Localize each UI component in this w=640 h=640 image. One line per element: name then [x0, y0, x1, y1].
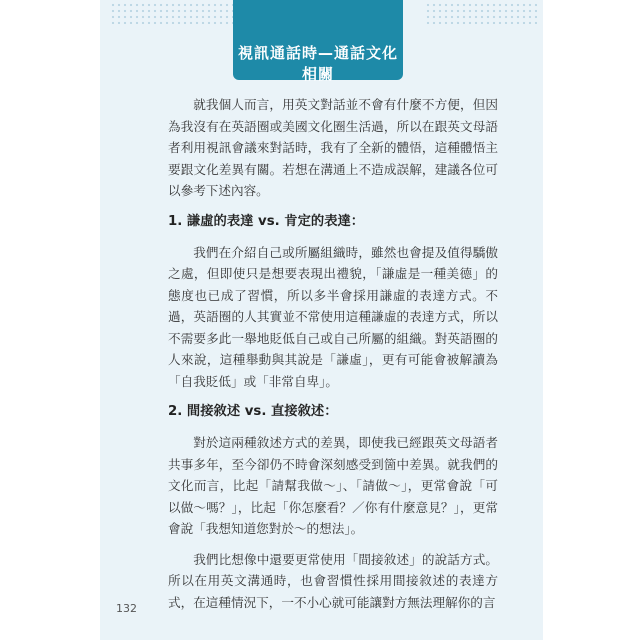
- decorative-dot-pattern-right: [425, 2, 537, 24]
- intro-paragraph: 就我個人而言，用英文對話並不會有什麼不方便，但因為我沒有在英語圈或美國文化圈生活過，所以在跟英文母語者利用視訊會議來對話時，我有了全新的體悟，這種體悟主要跟文化差異有關。若想在溝通上不造成誤解，建議各位可以參考下述內容。: [168, 97, 498, 198]
- page-content: [168, 94, 498, 613]
- chapter-title: 視訊通話時—通話文化相關: [237, 44, 398, 83]
- section-1-paragraph: 我們在介紹自己或所屬組織時，雖然也會提及值得驕傲之處，但即使只是想要表現出禮貌，「謙虛是一種美德」的態度也已成了習慣，所以多半會採用謙虛的表達方式。不過，英語圈的人其實並不常使用這種謙虛的表達方式，所以不需要多此一舉地貶低自己或自己所屬的組織。對英語圈的人來說，這種舉動與其說是「謙虛」，更有可能會被解讀為「自我貶低」或「非常自卑」。: [168, 244, 498, 389]
- page-number: 132: [116, 602, 137, 615]
- section-heading-1: 1. 謙虛的表達 vs. 肯定的表達：: [168, 213, 365, 229]
- section-2-paragraph-2: 我們比想像中還要更常使用「間接敘述」的說話方式。所以在用英文溝通時，也會習慣性採用間接敘述的表達方式，在這種情況下，一不小心就可能讓對方無法理解你的言: [168, 551, 498, 610]
- chapter-header-box: [233, 0, 403, 83]
- section-2-paragraph-1: 對於這兩種敘述方式的差異，即使我已經跟英文母語者共事多年，至今卻仍不時會深刻感受到箇中差異。就我們的文化而言，比起「請幫我做～」、「請做～」，更常會說「可以做～嗎？」，比起「你怎麼看？／你有什麼意見？」，更常會說「我想知道您對於～的想法」。: [168, 435, 498, 536]
- section-heading-2: 2. 間接敘述 vs. 直接敘述：: [168, 404, 338, 419]
